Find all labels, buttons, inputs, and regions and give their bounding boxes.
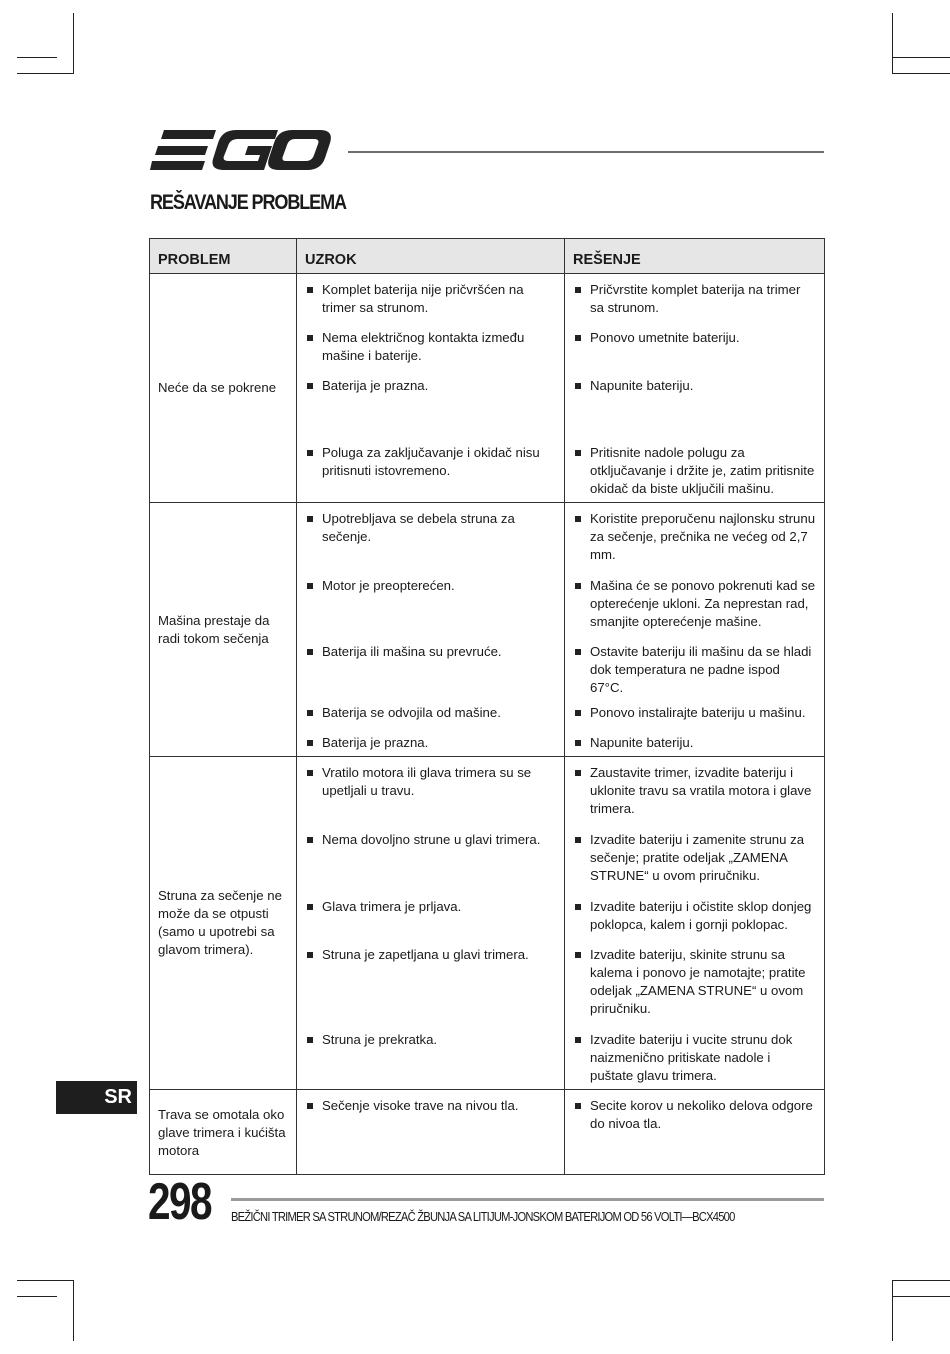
ego-logo (150, 130, 332, 172)
header-rule (348, 151, 824, 153)
solution-cell (565, 322, 825, 370)
solution-cell (565, 891, 825, 939)
solution-text: Zaustavite trimer, izvadite bateriju i uklonite travu sa vratila motora i glave trimera. (574, 764, 816, 818)
solution-text: Ponovo umetnite bateriju. (574, 329, 816, 347)
cause-text: Poluga za zaključavanje i okidač nisu pritisnuti istovremeno. (306, 444, 556, 480)
column-header-solution: REŠENJE (565, 239, 825, 274)
cause-cell (297, 757, 565, 824)
cause-cell (297, 891, 565, 939)
cause-text: Baterija je prazna. (306, 734, 556, 752)
problem-cell: Mašina prestaje da radi tokom sečenja (150, 503, 297, 757)
crop-mark (892, 57, 950, 58)
solution-cell (565, 1090, 825, 1175)
page-title: REŠAVANJE PROBLEMA (150, 191, 346, 214)
solution-cell (565, 570, 825, 636)
crop-mark (17, 73, 74, 74)
crop-mark (892, 1280, 893, 1341)
solution-text: Napunite bateriju. (574, 734, 816, 752)
solution-cell (565, 824, 825, 891)
cause-cell (297, 274, 565, 322)
solution-cell (565, 757, 825, 824)
cause-cell (297, 1090, 565, 1175)
column-header-problem: PROBLEM (150, 239, 297, 274)
cause-text: Baterija ili mašina su prevruće. (306, 643, 556, 661)
troubleshooting-table (149, 238, 825, 1175)
cause-text: Upotrebljava se debela struna za sečenje. (306, 510, 556, 546)
solution-text: Ponovo instalirajte bateriju u mašinu. (574, 704, 816, 722)
cause-text: Sečenje visoke trave na nivou tla. (306, 1097, 556, 1115)
footer-rule (231, 1198, 824, 1201)
cause-cell (297, 322, 565, 370)
language-tab: SR (56, 1081, 137, 1114)
crop-mark (892, 1280, 950, 1281)
solution-cell (565, 370, 825, 437)
solution-cell (565, 727, 825, 757)
solution-text: Pričvrstite komplet baterija na trimer sa strunom. (574, 281, 816, 317)
crop-mark (892, 1296, 950, 1297)
solution-text: Izvadite bateriju i zamenite strunu za sečenje; pratite odeljak „ZAMENA STRUNE“ u ovom priručniku. (574, 831, 816, 885)
solution-text: Pritisnite nadole polugu za otključavanje i držite je, zatim pritisnite okidač da biste uključili mašinu. (574, 444, 816, 498)
problem-cell: Struna za sečenje ne može da se otpusti (samo u upotrebi sa glavom trimera). (150, 757, 297, 1090)
table-row (150, 274, 825, 322)
solution-text: Izvadite bateriju, skinite strunu sa kalema i ponovo je namotajte; pratite odeljak „ZAMENA STRUNE“ u ovom priručniku. (574, 946, 816, 1018)
cause-text: Komplet baterija nije pričvršćen na trimer sa strunom. (306, 281, 556, 317)
crop-mark (17, 1296, 57, 1297)
crop-mark (17, 57, 57, 58)
cause-text: Motor je preopterećen. (306, 577, 556, 595)
page-number: 298 (148, 1173, 211, 1231)
crop-mark (73, 13, 74, 74)
solution-text: Secite korov u nekoliko delova odgore do nivoa tla. (574, 1097, 816, 1133)
solution-cell (565, 939, 825, 1024)
solution-cell (565, 1024, 825, 1090)
cause-cell (297, 370, 565, 437)
crop-mark (892, 73, 950, 74)
solution-text: Mašina će se ponovo pokrenuti kad se opterećenje ukloni. Za neprestan rad, smanjite opterećenje mašine. (574, 577, 816, 631)
cause-cell (297, 727, 565, 757)
crop-mark (73, 1280, 74, 1341)
footer-text: BEŽIČNI TRIMER SA STRUNOM/REZAČ ŽBUNJA SA LITIJUM-JONSKOM BATERIJOM OD 56 VOLTI—BCX4500 (231, 1209, 735, 1224)
solution-text: Izvadite bateriju i vucite strunu dok naizmenično pritiskate nadole i puštate glavu trimera. (574, 1031, 816, 1085)
problem-cell: Neće da se pokrene (150, 274, 297, 503)
solution-text: Izvadite bateriju i očistite sklop donjeg poklopca, kalem i gornji poklopac. (574, 898, 816, 934)
solution-text: Napunite bateriju. (574, 377, 816, 395)
cause-cell (297, 1024, 565, 1090)
crop-mark (17, 1280, 74, 1281)
cause-cell (297, 939, 565, 1024)
solution-cell (565, 274, 825, 322)
solution-cell (565, 697, 825, 727)
column-header-cause: UZROK (297, 239, 565, 274)
cause-text: Glava trimera je prljava. (306, 898, 556, 916)
solution-cell (565, 503, 825, 570)
cause-cell (297, 570, 565, 636)
cause-cell (297, 437, 565, 503)
table-row (150, 503, 825, 570)
solution-text: Ostavite bateriju ili mašinu da se hladi dok temperatura ne padne ispod 67°C. (574, 643, 816, 697)
cause-text: Baterija je prazna. (306, 377, 556, 395)
solution-text: Koristite preporučenu najlonsku strunu za sečenje, prečnika ne većeg od 2,7 mm. (574, 510, 816, 564)
solution-cell (565, 437, 825, 503)
cause-text: Struna je prekratka. (306, 1031, 556, 1049)
cause-text: Baterija se odvojila od mašine. (306, 704, 556, 722)
cause-cell (297, 503, 565, 570)
cause-cell (297, 824, 565, 891)
crop-mark (892, 13, 893, 74)
solution-cell (565, 636, 825, 697)
cause-cell (297, 697, 565, 727)
table-row (150, 1090, 825, 1175)
cause-text: Nema dovoljno strune u glavi trimera. (306, 831, 556, 849)
table-header-row (150, 239, 825, 274)
cause-cell (297, 636, 565, 697)
cause-text: Nema električnog kontakta između mašine i baterije. (306, 329, 556, 365)
cause-text: Struna je zapetljana u glavi trimera. (306, 946, 556, 964)
table-row (150, 757, 825, 824)
problem-cell: Trava se omotala oko glave trimera i kućišta motora (150, 1090, 297, 1175)
cause-text: Vratilo motora ili glava trimera su se upetljali u travu. (306, 764, 556, 800)
